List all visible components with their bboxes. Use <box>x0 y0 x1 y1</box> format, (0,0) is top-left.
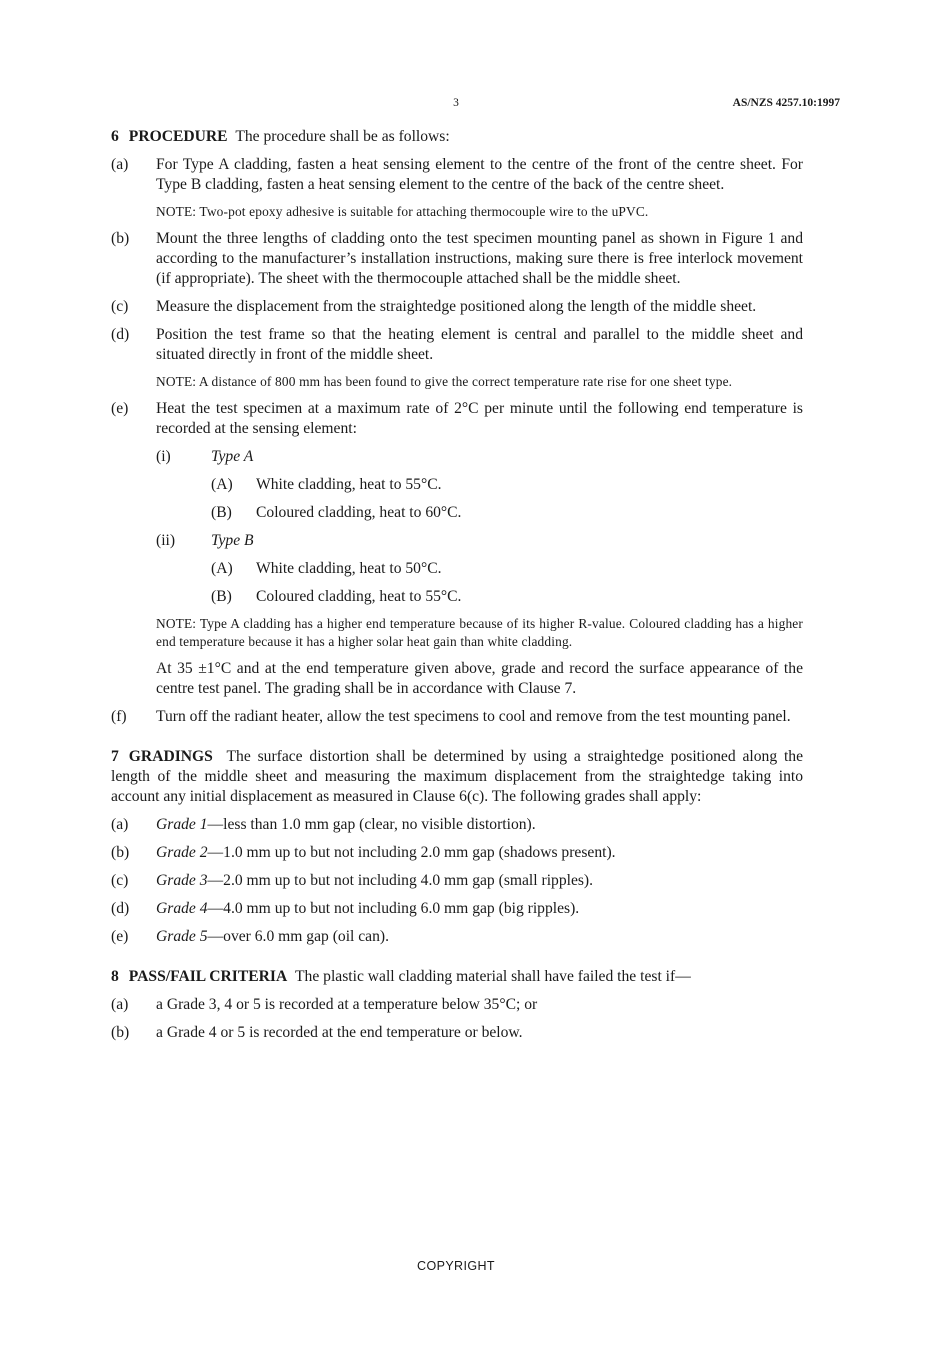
type-b-heading <box>111 531 803 551</box>
note: NOTE: Two-pot epoxy adhesive is suitable for attaching thermocouple wire to the uPVC. <box>156 204 649 219</box>
section-number: 6 <box>111 128 119 145</box>
grade-text: —over 6.0 mm gap (oil can). <box>207 928 389 945</box>
fail-criterion-b <box>111 1023 803 1043</box>
list-text: Coloured cladding, heat to 55°C. <box>256 588 462 605</box>
procedure-step-d <box>111 325 803 365</box>
list-label: (e) <box>111 928 129 945</box>
grading-instruction: At 35 ±1°C and at the end temperature given above, grade and record the surface appearance of the centre test panel. The grading shall be in accordance with Clause 7. <box>156 660 803 697</box>
type-a-heading <box>111 447 803 467</box>
list-label: (b) <box>111 844 130 861</box>
grade-text: —4.0 mm up to but not including 6.0 mm gap (big ripples). <box>207 900 580 917</box>
procedure-step-e <box>111 399 803 439</box>
section-6-heading <box>111 127 803 147</box>
grade-item <box>111 927 803 947</box>
list-text: Mount the three lengths of cladding onto the test specimen mounting panel as shown in Figure 1 and according to the manufacturer’s installation instructions, making sure there is free interlock movement (if appropriate). The sheet with the thermocouple attached shall be the middle sheet. <box>156 230 803 287</box>
list-label: (A) <box>211 560 233 577</box>
copyright-footer: COPYRIGHT <box>417 1259 495 1273</box>
procedure-step-f <box>111 707 803 727</box>
list-label: (c) <box>111 872 129 889</box>
list-text: Coloured cladding, heat to 60°C. <box>256 504 462 521</box>
grade-text: —1.0 mm up to but not including 2.0 mm gap (shadows present). <box>207 844 616 861</box>
section-number: 8 <box>111 968 119 985</box>
list-text: Measure the displacement from the straightedge positioned along the length of the middle sheet. <box>156 298 757 315</box>
type-b-white <box>111 559 803 579</box>
grade-name: Grade 4 <box>156 900 208 917</box>
type-a-white <box>111 475 803 495</box>
section-intro: The surface distortion shall be determined by using a straightedge positioned along the length of the middle sheet and measuring the maximum displacement from the straightedge taking into account any initial displacement as measured in Clause 6(c). The following grades shall apply: <box>111 748 804 805</box>
section-title: PASS/FAIL CRITERIA <box>128 968 288 985</box>
list-text: Type B <box>211 532 254 549</box>
list-text: Type A <box>211 448 254 465</box>
section-number: 7 <box>111 748 119 765</box>
list-label: (a) <box>111 156 129 173</box>
section-8-heading <box>111 967 803 987</box>
note: NOTE: A distance of 800 mm has been found to give the correct temperature rate rise for one sheet type. <box>156 374 733 389</box>
section-intro: The procedure shall be as follows: <box>235 128 450 145</box>
note: NOTE: Type A cladding has a higher end temperature because of its higher R-value. Coloured cladding has a higher end temperature because it has a higher solar heat gain than white cladding. <box>156 616 803 649</box>
document-body <box>111 127 803 1051</box>
list-label: (e) <box>111 400 129 417</box>
list-label: (a) <box>111 816 129 833</box>
grade-item <box>111 899 803 919</box>
list-label: (a) <box>111 996 129 1013</box>
list-label: (B) <box>211 588 232 605</box>
section-intro: The plastic wall cladding material shall have failed the test if— <box>295 968 691 985</box>
type-a-coloured <box>111 503 803 523</box>
list-label: (c) <box>111 298 129 315</box>
grade-name: Grade 2 <box>156 844 208 861</box>
page-number: 3 <box>453 97 459 109</box>
section-7-heading <box>111 747 803 807</box>
grade-item <box>111 843 803 863</box>
list-label: (f) <box>111 708 127 725</box>
list-label: (b) <box>111 230 130 247</box>
standard-code: AS/NZS 4257.10:1997 <box>732 97 840 109</box>
type-b-coloured <box>111 587 803 607</box>
list-label: (d) <box>111 900 130 917</box>
list-label: (b) <box>111 1024 130 1041</box>
procedure-step-c <box>111 297 803 317</box>
section-title: GRADINGS <box>128 748 213 765</box>
list-label: (i) <box>156 448 171 465</box>
grade-name: Grade 3 <box>156 872 208 889</box>
list-label: (d) <box>111 326 130 343</box>
grade-name: Grade 1 <box>156 816 208 833</box>
list-label: (B) <box>211 504 232 521</box>
list-label: (A) <box>211 476 233 493</box>
fail-criterion-a <box>111 995 803 1015</box>
list-text: Position the test frame so that the heating element is central and parallel to the middle sheet and situated directly in front of the middle sheet. <box>156 326 803 363</box>
list-text: White cladding, heat to 50°C. <box>256 560 442 577</box>
procedure-step-b <box>111 229 803 289</box>
grade-item <box>111 815 803 835</box>
list-text: Turn off the radiant heater, allow the test specimens to cool and remove from the test mounting panel. <box>156 708 791 725</box>
grade-name: Grade 5 <box>156 928 208 945</box>
section-title: PROCEDURE <box>128 128 228 145</box>
grade-text: —less than 1.0 mm gap (clear, no visible distortion). <box>207 816 536 833</box>
list-text: For Type A cladding, fasten a heat sensing element to the centre of the front of the centre sheet. For Type B cladding, fasten a heat sensing element to the centre of the back of the centre sheet. <box>156 156 803 193</box>
grade-text: —2.0 mm up to but not including 4.0 mm gap (small ripples). <box>207 872 594 889</box>
grade-item <box>111 871 803 891</box>
list-text: Heat the test specimen at a maximum rate of 2°C per minute until the following end temperature is recorded at the sensing element: <box>156 400 803 437</box>
list-text: a Grade 4 or 5 is recorded at the end temperature or below. <box>156 1024 523 1041</box>
list-text: a Grade 3, 4 or 5 is recorded at a temperature below 35°C; or <box>156 996 538 1013</box>
list-text: White cladding, heat to 55°C. <box>256 476 442 493</box>
list-label: (ii) <box>156 532 176 549</box>
procedure-step-a <box>111 155 803 195</box>
